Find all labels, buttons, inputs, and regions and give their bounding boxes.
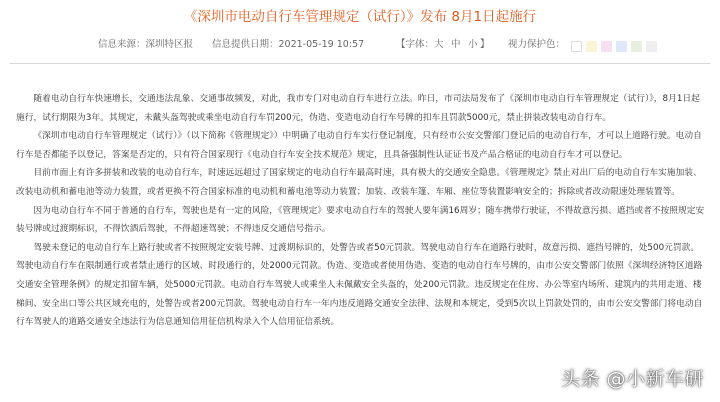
info-source: 信息来源：深圳特区报 <box>98 39 194 50</box>
font-size-large-link[interactable]: 大 <box>434 39 444 50</box>
eye-color-green-swatch[interactable] <box>631 41 642 52</box>
font-size-close: 】 <box>480 39 490 50</box>
paragraph-penalties: 驾驶未登记的电动自行车上路行驶或者不按照规定安装号牌、过渡期标识的，处警告或者50元罚款。驾驶电动自行车在道路行驶时，故意污损、遮挡号牌的，处500元罚款。驾驶电动自行车在限制通行或者禁止通行的区域、时段通行的，处2000元罚款。伪造、变造或者使用伪造、变造的电动自行车号牌的，由市公安交警部门依照《深圳经济特区道路交通安全管理条例》的规定扣留车辆，处5000元罚款。电动自行车驾驶人或乘坐人未佩戴安全头盔的，处200元罚款。违反规定在住房、办公等室内场所、建筑内的共用走道、楼梯间、安全出口等公共区域充电的，处警告或者200元罚款。驾驶电动自行车一年内违反道路交通安全法律、法规和本规定，受到5次以上罚款处罚的，由市公安交警部门将电动自行车驾驶人的道路交通安全违法行为信息通知信用征信机构录入个人信用征信系统。 <box>16 242 703 328</box>
eye-color-pink-swatch[interactable] <box>601 41 612 52</box>
article-title: 《深圳市电动自行车管理规定（试行）》发布 8月1日起施行 <box>183 9 537 25</box>
header-divider <box>10 63 710 64</box>
paragraph-rider-requirements: 因为电动自行车不同于普通的自行车，驾驶也是有一定的风险，《管理规定》要求电动自行车的驾驶人要年满16周岁；随车携带行驶证，不得故意污损、遮挡或者不按照规定安装号牌或过渡期标识，不得饮酒后驾驶，不得超速驾驶；不得违反交通信号指示。 <box>16 205 705 235</box>
paragraph-registration: 《深圳市电动自行车管理规定（试行）》（以下简称《管理规定》）中明确了电动自行车实行登记制度，只有经市公安交警部门登记后的电动自行车，才可以上道路行驶。电动自行车是否都能予以登记，答案是否定的，只有符合国家现行《电动自行车安全技术规范》规定，且具备强制性认证证书及产品合格证的电动自行车才可以登记。 <box>16 131 702 160</box>
eye-color-gray-swatch[interactable] <box>646 41 657 52</box>
font-size-medium-link[interactable]: 中 <box>451 39 461 50</box>
info-date: 信息提供日期：2021-05-19 10:57 <box>212 39 365 50</box>
eye-color-blue-swatch[interactable] <box>616 41 627 52</box>
paragraph-modification-ban: 目前市面上有许多拼装和改装的电动自行车，时速远远超过了国家规定的电动自行车最高时速，具有极大的交通安全隐患。《管理规定》禁止对出厂后的电动自行车实施加装、改装电动机和蓄电池等动力装置，或者更换不符合国家标准的电动机和蓄电池等动力装置；加装、改装车篷、车厢、座位等装置影响安全的；拆除或者改动限速处理装置等。 <box>16 168 702 197</box>
article-body <box>16 90 706 332</box>
font-size-small-link[interactable]: 小 <box>468 39 478 50</box>
eye-color-white-swatch[interactable] <box>571 41 582 52</box>
eye-color-yellow-swatch[interactable] <box>586 41 597 52</box>
font-size-label: 【字体： <box>396 39 435 50</box>
eye-protection-label: 视力保护色： <box>508 39 566 50</box>
paragraph-intro: 随着电动自行车快速增长，交通违法乱象、交通事故频发，对此，我市专门对电动自行车进行立法。昨日，市司法局发布了《深圳市电动自行车管理规定（试行）》，8月1日起施行，试行期限为3年。其规定，未戴头盔驾驶或乘坐电动自行车罚200元，伪造、变造电动自行车号牌的扣车且罚款5000元，禁止拼装改装电动自行车。 <box>16 94 700 123</box>
toutiao-watermark: 头条 @小新车研 <box>560 368 704 390</box>
